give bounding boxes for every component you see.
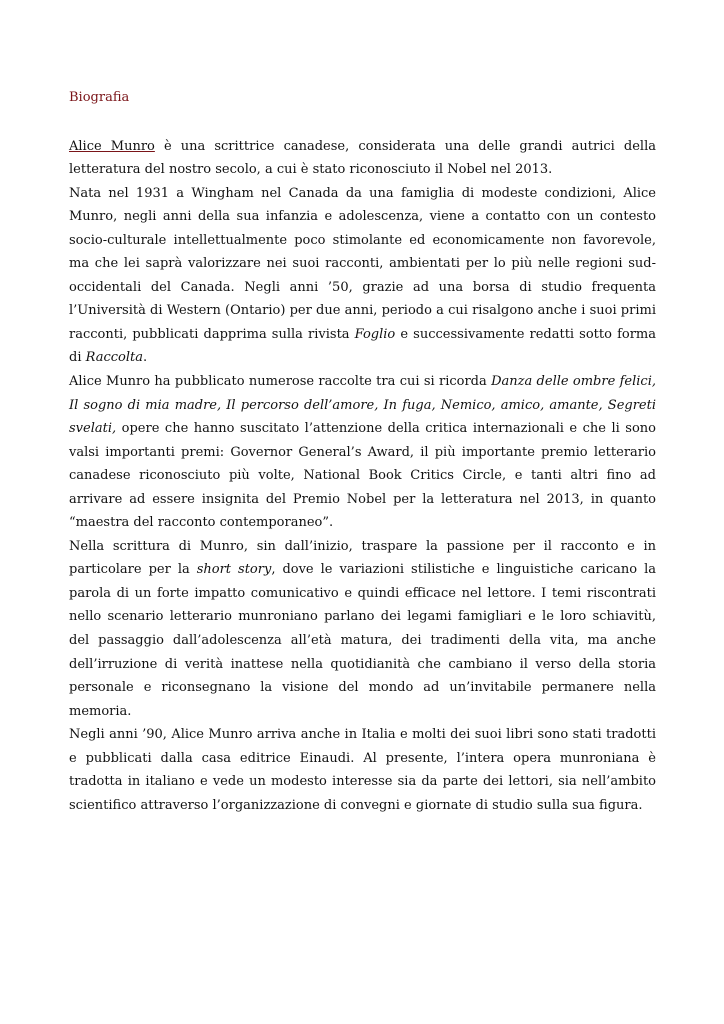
paragraph: [69, 723, 656, 817]
text-run: e successivamente redatti sotto forma di: [69, 326, 656, 366]
author-name: Alice Munro: [69, 138, 155, 154]
text-run: Negli anni ’90, Alice Munro arriva anche in Italia e molti dei suoi libri sono stati tradotti e pubblicati dalla casa editrice Einaudi. Al presente, l’intera opera munroniana è tradotta in italiano e vede un modesto interesse sia da parte dei lettori, sia nell’ambito scientifico attraverso l’organizzazione di convegni e giornate di studio sulla sua figura.: [69, 727, 656, 813]
italic-title: short story: [196, 562, 272, 578]
text-run: , dove le variazioni stilistiche e linguistiche caricano la parola di un forte impatto comunicativo e quindi efficace nel lettore. I temi riscontrati nello scenario letterario munroniano parlano dei legami famigliari e le loro schiavitù, del passaggio dall’adolescenza all’età matura, dei tradimenti della vita, ma anche dell’irruzione di verità inattese nella quotidianità che cambiano il verso della storia personale e riconsegnano la visione del mondo ad un’invitabile permanere nella memoria.: [69, 562, 656, 719]
paragraph-list: [69, 135, 656, 818]
paragraph: [69, 370, 656, 535]
text-run: Nata nel 1931 a Wingham nel Canada da una famiglia di modeste condizioni, Alice Munro, negli anni della sua infanzia e adolescenza, viene a contatto con un contesto socio-culturale intellettualmente poco stimolante ed economicamente non favorevole, ma che lei saprà valorizzare nei suoi racconti, ambientati per lo più nelle regioni sud-occidentali del Canada. Negli anni ’50, grazie ad una borsa di studio frequenta l’Università di Western (Ontario) per due anni, periodo a cui risalgono anche i suoi primi racconti, pubblicati dapprima sulla rivista: [69, 185, 656, 342]
text-run: Nella scrittura di Munro, sin dall’inizio, traspare la passione per il racconto e in particolare per la: [69, 538, 656, 578]
document-body: [69, 86, 656, 817]
paragraph: [69, 135, 656, 182]
paragraph: [69, 535, 656, 723]
italic-title: Danza delle ombre felici, Il sogno di mia madre, Il percorso dell’amore, In fuga, Nemico, amico, amante, Segreti svelati,: [69, 374, 656, 437]
text-run: è una scrittrice canadese, considerata una delle grandi autrici della letteratura del nostro secolo, a cui è stato riconosciuto il Nobel nel 2013.: [69, 138, 656, 178]
text-run: .: [142, 350, 148, 366]
section-heading: Biografia: [69, 90, 130, 105]
text-run: opere che hanno suscitato l’attenzione della critica internazionali e che li sono valsi importanti premi: Governor General’s Award, il più importante premio letterario canadese riconosciuto più volte, National Book Critics Circle, e tanti altri fino ad arrivare ad essere insignita del Premio Nobel per la letteratura nel 2013, in quanto “maestra del racconto contemporaneo”.: [69, 421, 656, 531]
italic-title: Raccolta: [85, 350, 143, 366]
italic-title: Foglio: [354, 326, 396, 342]
paragraph: [69, 182, 656, 370]
text-run: Alice Munro ha pubblicato numerose raccolte tra cui si ricorda: [69, 374, 492, 390]
